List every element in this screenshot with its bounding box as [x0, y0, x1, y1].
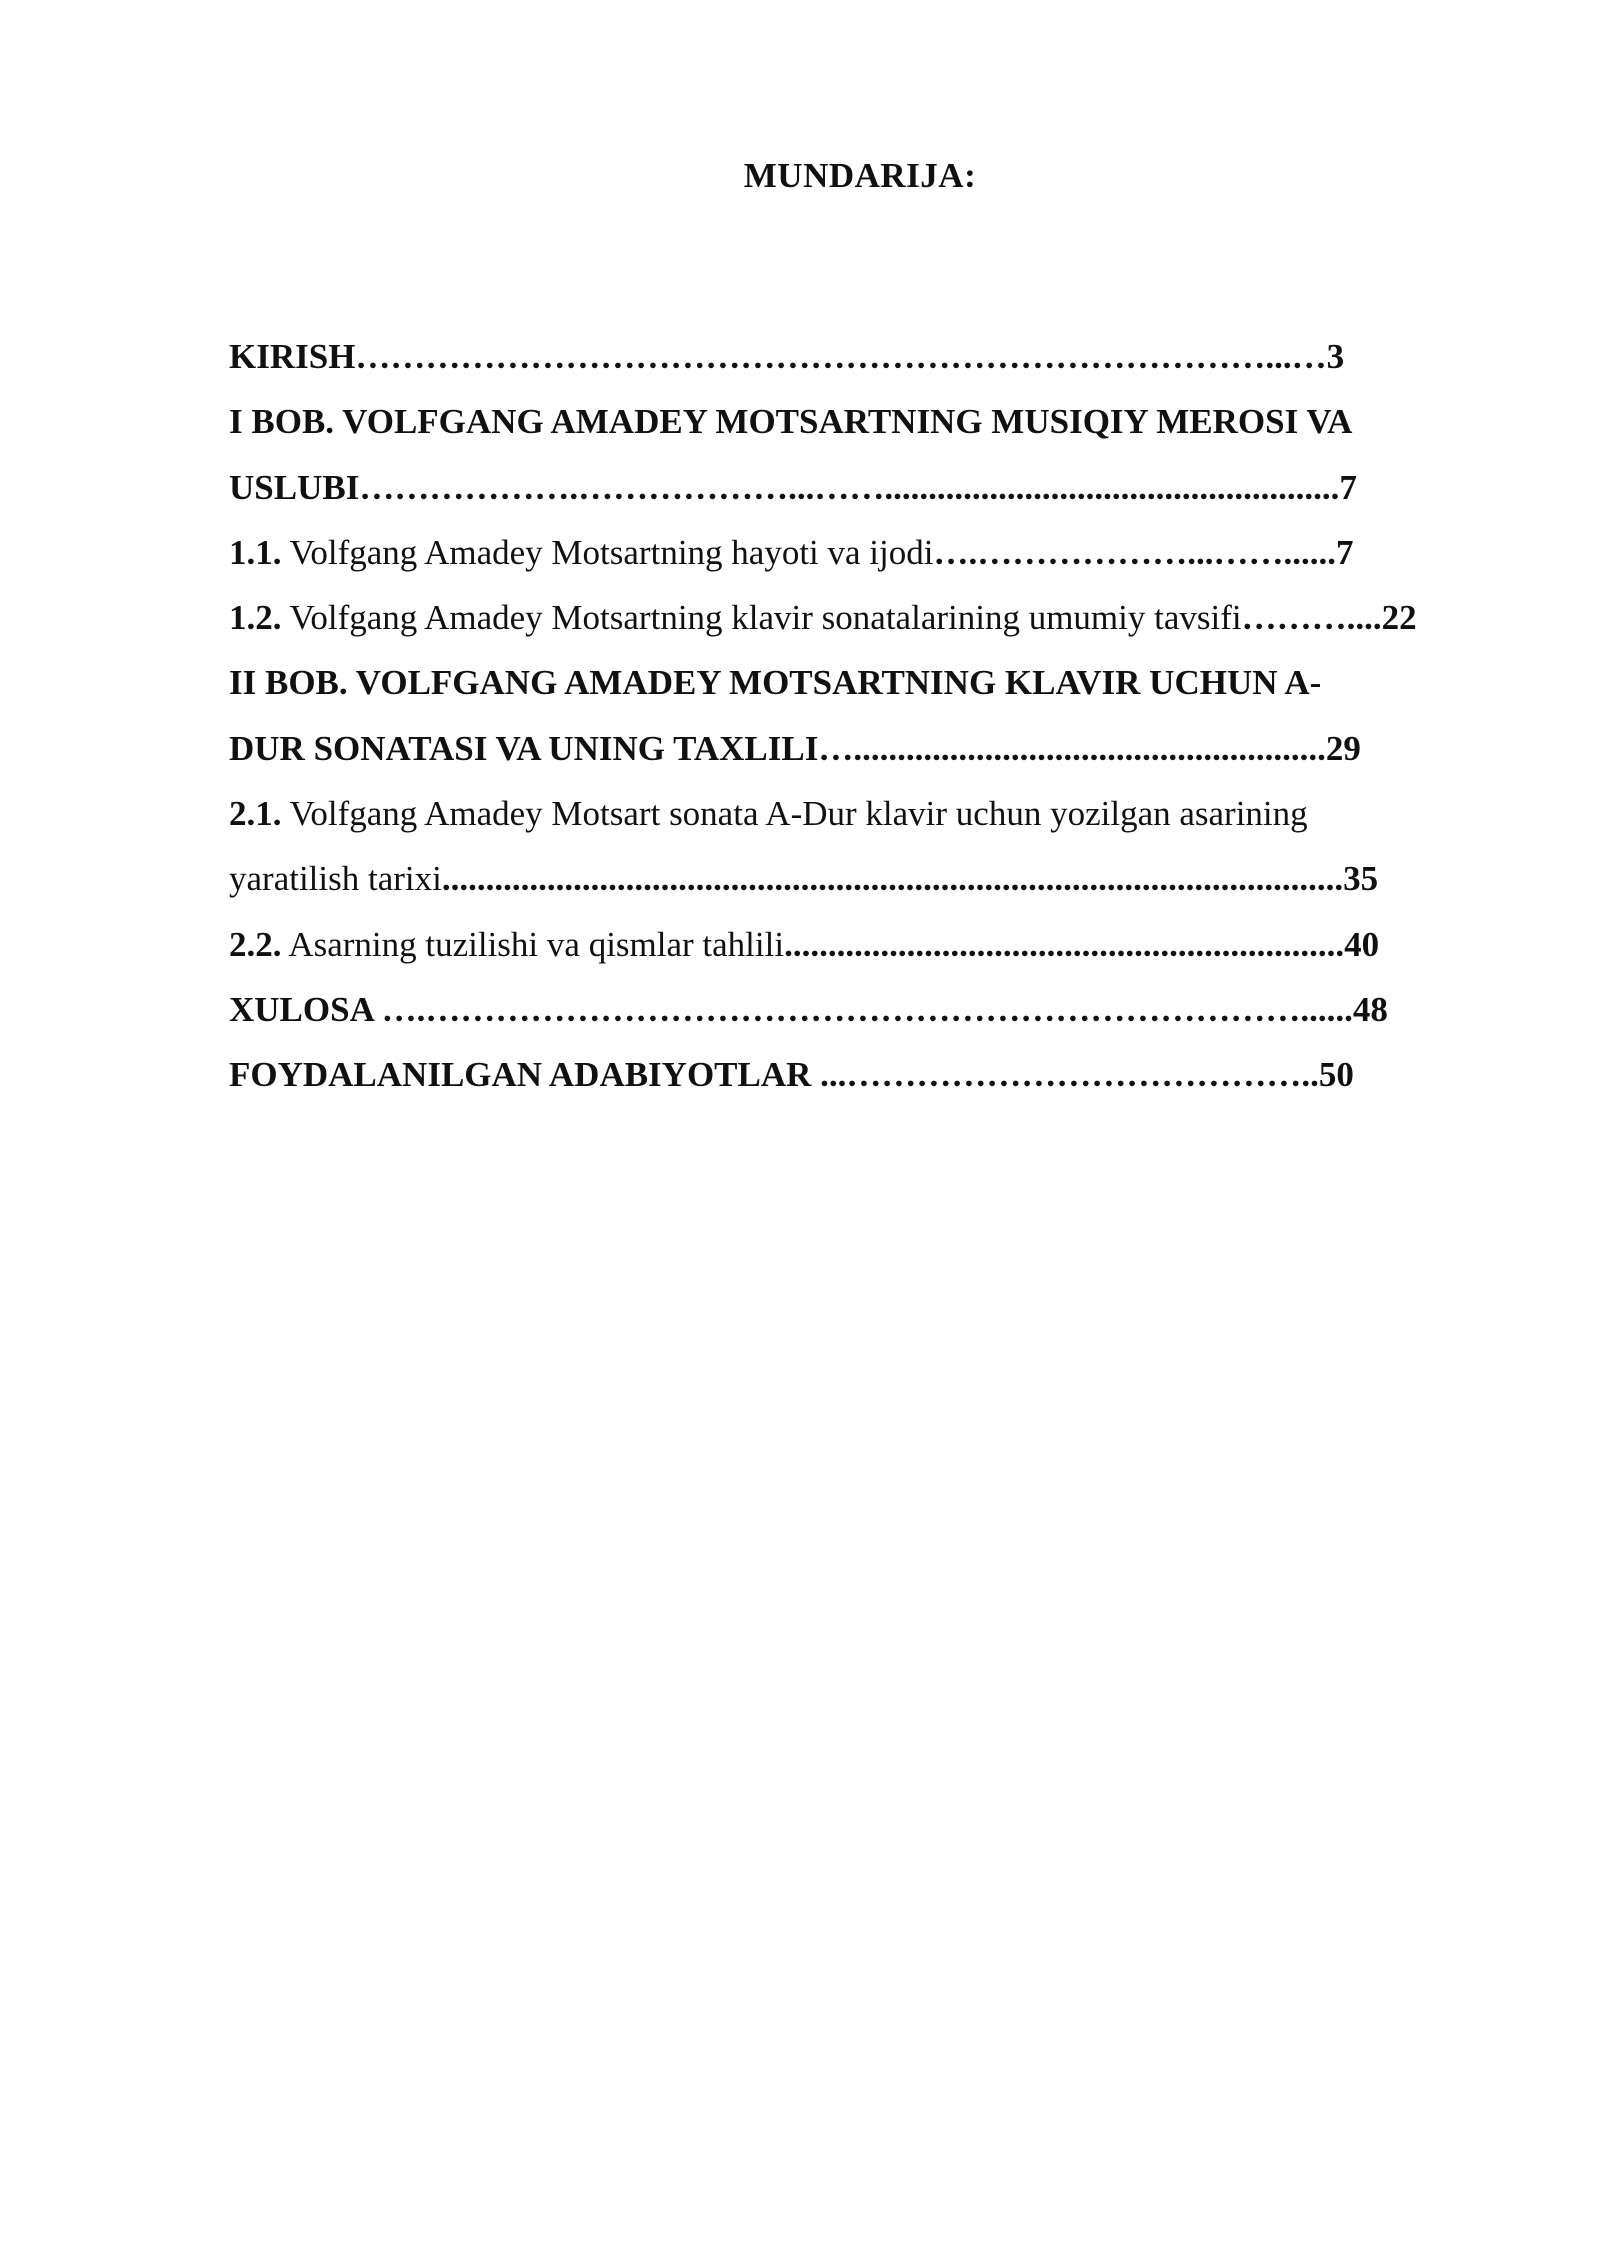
- toc-number-2-2: 2.2.: [229, 924, 282, 964]
- toc-line: [229, 455, 1529, 520]
- toc-line: [229, 1042, 1529, 1107]
- toc-line: [229, 716, 1529, 781]
- toc-page-1-1: ….………………...……......7: [933, 532, 1354, 572]
- toc-line: [229, 520, 1529, 585]
- toc-number-1-2: 1.2.: [229, 598, 282, 638]
- toc-number-2-1: 2.1.: [229, 794, 282, 834]
- toc-line: [229, 912, 1529, 977]
- toc-entry-chapter-2-line-1: II BOB. VOLFGANG AMADEY MOTSARTNING KLAVIR UCHUN A-: [229, 663, 1322, 703]
- toc-page-2-2: ................................................................40: [784, 924, 1380, 964]
- toc-entry-chapter-1-line-2: USLUBI……………….………………...……....................................................7: [229, 467, 1357, 507]
- toc-line: [229, 846, 1529, 911]
- toc-line: [229, 389, 1529, 454]
- toc-title-1-2: Volfgang Amadey Motsartning klavir sonatalarining umumiy tavsifi: [281, 598, 1242, 638]
- toc-entry-chapter-1-line-1: I BOB. VOLFGANG AMADEY MOTSARTNING MUSIQIY MEROSI VA: [229, 402, 1353, 442]
- toc-page-1-2: ………....22: [1241, 598, 1417, 638]
- toc-number-1-1: 1.1.: [229, 532, 282, 572]
- toc-line: [229, 781, 1529, 846]
- toc-entry-xulosa: XULOSA ….…………………………………………………………………......48: [229, 989, 1388, 1029]
- toc-title-2-1-line-2: yaratilish tarixi: [229, 859, 442, 899]
- toc-title-2-1-line-1: Volfgang Amadey Motsart sonata A-Dur klavir uchun yozilgan asarining: [281, 794, 1308, 834]
- toc-line: [229, 324, 1529, 389]
- toc-page-2-1: .......................................................................................................35: [441, 859, 1379, 899]
- toc-title-2-2: Asarning tuzilishi va qismlar tahlili: [281, 924, 785, 964]
- toc-line: [229, 977, 1529, 1042]
- toc-entry-references: FOYDALANILGAN ADABIYOTLAR ...…………………………………..50: [229, 1055, 1354, 1095]
- toc-entry-kirish: KIRISH……………………………………………………………………...…3: [229, 337, 1345, 376]
- page-title: MUNDARIJA:: [743, 156, 977, 195]
- toc-entry-chapter-2-line-2: DUR SONATASI VA UNING TAXLILI…......................................................29: [229, 728, 1361, 768]
- table-of-contents: [229, 324, 1529, 1108]
- toc-line: [229, 650, 1529, 715]
- toc-title-1-1: Volfgang Amadey Motsartning hayoti va ijodi: [281, 532, 934, 572]
- toc-line: [229, 585, 1529, 650]
